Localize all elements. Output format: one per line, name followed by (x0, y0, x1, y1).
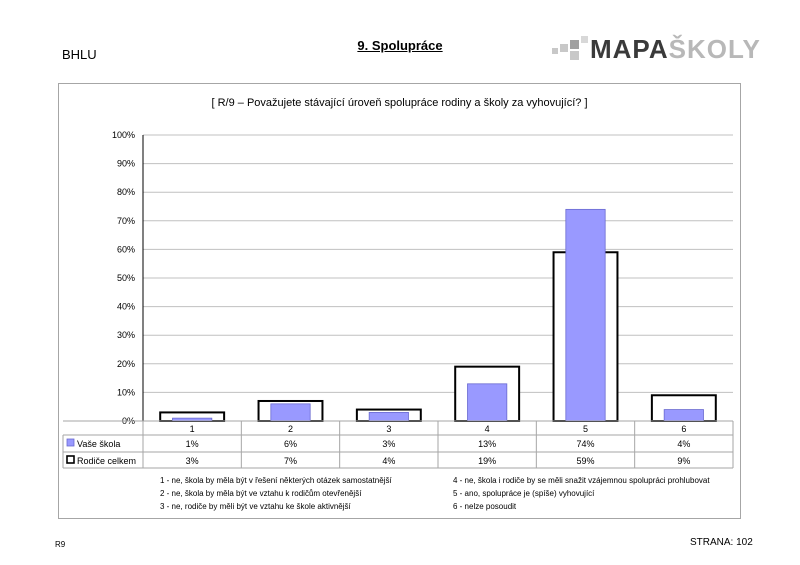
y-tick-label: 10% (116, 387, 135, 398)
data-label-rodice-celkem: 9% (677, 456, 691, 466)
bar-vase-skola (566, 209, 605, 421)
y-tick-label: 90% (116, 158, 135, 169)
bar-vase-skola (271, 404, 310, 421)
x-category-label: 1 (189, 424, 195, 434)
data-label-vase-skola: 1% (185, 439, 199, 449)
y-tick-label: 80% (116, 187, 135, 198)
y-tick-label: 30% (116, 330, 135, 341)
data-label-rodice-celkem: 59% (576, 456, 595, 466)
data-label-vase-skola: 74% (576, 439, 595, 449)
page-number: STRANA: 102 (690, 537, 753, 548)
y-tick-label: 40% (116, 301, 135, 312)
data-label-rodice-celkem: 7% (283, 456, 298, 466)
chart-title: [ R/9 – Považujete stávající úroveň spolupráce rodiny a školy za vyhovující? ] (211, 97, 588, 109)
answer-key-item: 4 - ne, škola i rodiče by se měli snažit vzájemnou spolupráci prohlubovat (453, 476, 710, 485)
data-label-vase-skola: 4% (677, 439, 691, 449)
logo-text-light: ŠKOLY (668, 34, 761, 64)
y-tick-label: 50% (116, 273, 135, 283)
section-title: 9. Spolupráce (357, 38, 443, 53)
answer-key-item: 2 - ne, škola by měla být ve vztahu k rodičům otevřenější (160, 489, 362, 498)
y-tick-label: 60% (116, 244, 135, 255)
legend-label-rodice-celkem: Rodiče celkem (77, 456, 137, 466)
answer-key-item: 5 - ano, spolupráce je (spíše) vyhovující (453, 489, 595, 498)
gridlines (112, 130, 733, 426)
answer-key-item: 6 - nelze posoudit (453, 502, 517, 511)
legend-swatch-rodice-celkem (67, 456, 74, 463)
y-tick-label: 100% (111, 130, 135, 140)
data-label-vase-skola: 3% (382, 439, 396, 449)
data-table (63, 421, 733, 468)
logo-text-dark: MAPA (590, 34, 669, 64)
x-category-label: 5 (582, 424, 589, 434)
y-tick-label: 0% (121, 416, 135, 426)
answer-key-item: 3 - ne, rodiče by měli být ve vztahu ke škole aktivnější (160, 502, 351, 511)
bar-vase-skola (369, 412, 408, 421)
answer-key-item: 1 - ne, škola by měla být v řešení některých otázek samostatnější (160, 476, 392, 485)
x-category-label: 2 (287, 424, 294, 434)
x-category-label: 3 (386, 424, 392, 434)
y-tick-label: 70% (116, 215, 135, 226)
data-label-rodice-celkem: 3% (185, 456, 199, 466)
bar-vase-skola (664, 410, 703, 421)
legend-label-vase-skola: Vaše škola (77, 439, 121, 449)
data-label-vase-skola: 6% (283, 439, 298, 449)
data-label-rodice-celkem: 19% (478, 456, 497, 466)
data-label-vase-skola: 13% (478, 439, 497, 449)
bars (160, 209, 716, 421)
y-tick-label: 20% (116, 358, 135, 369)
footer-code: R9 (55, 540, 66, 549)
legend-swatch-vase-skola (67, 439, 74, 446)
x-category-label: 6 (681, 424, 687, 434)
x-category-label: 4 (484, 424, 490, 434)
school-code: BHLU (62, 47, 97, 62)
bar-vase-skola (468, 384, 507, 421)
data-label-rodice-celkem: 4% (382, 456, 396, 466)
